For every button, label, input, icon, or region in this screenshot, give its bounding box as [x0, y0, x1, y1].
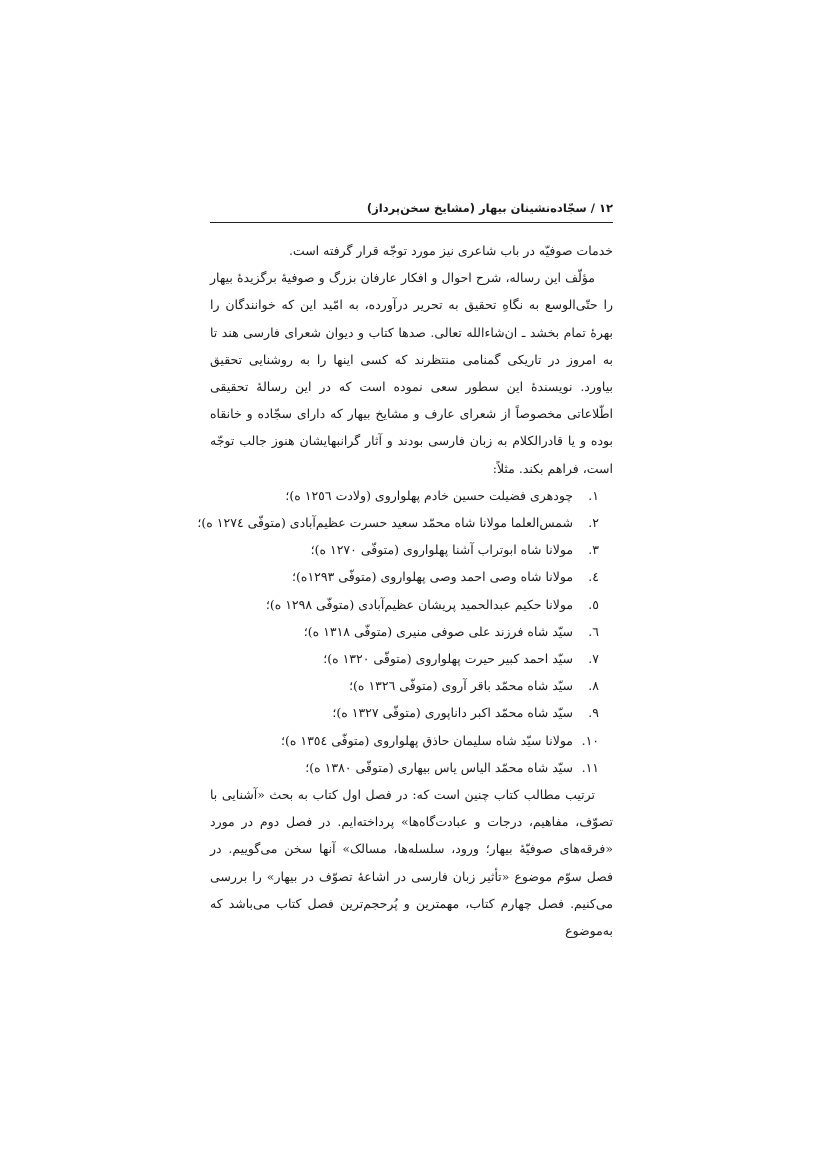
list-number: ٤. [588, 569, 599, 585]
list-item [210, 482, 599, 509]
list-number: ٧. [588, 651, 599, 667]
list-item [210, 727, 599, 754]
list-item [210, 672, 599, 699]
list-text: شمس‌العلما مولانا شاه محمّد سعید حسرت عظیم‌آبادی (متوفّی ١٢٧٤ ه)؛ [197, 515, 574, 531]
list-text: سیّد شاه فرزند علی صوفی منیری (متوفّی ١٣١٨ ه)؛ [303, 623, 574, 639]
list-number: ٣. [588, 542, 599, 558]
running-header: ۱۲ / سجّاده‌نشینان بیهار (مشایخ سخن‌پرداز) [210, 200, 613, 223]
list-item [210, 699, 599, 726]
closing-paragraph: ترتیب مطالب کتاب چنین است که: در فصل اول کتاب به بحث «آشنایی با تصوّف، مفاهیم، درجات و عبادت‌گاه‌ها» پرداخته‌ایم. در فصل دوم در مورد «فرقه‌های صوفیّهٔ بیهار؛ ورود، سلسله‌ها، مسالک» آنها سخن می‌گوییم. در فصل سوّم موضوع «تأثیر زبان فارسی در اشاعهٔ تصوّف در بیهار» را بررسی می‌کنیم. فصل چهارم کتاب، مهمترین و پُرحجم‌ترین فصل کتاب می‌باشد که به‌موضوع [210, 787, 613, 939]
list-item [210, 645, 599, 672]
list-item [210, 563, 599, 590]
list-text: مولانا حکیم عبدالحمید پریشان عظیم‌آبادی (متوفّی ١٢٩٨ ه)؛ [265, 596, 574, 612]
book-page [197, 200, 613, 944]
list-item [210, 591, 599, 618]
list-item [210, 754, 599, 781]
list-text: سیّد احمد کبیر حیرت پهلواروی (متوفّی ١٣٢٠ ه)؛ [323, 651, 574, 667]
list-number: ٨. [588, 678, 599, 694]
list-item [210, 536, 599, 563]
list-text: مولانا شاه ابوتراب آشنا پهلواروی (متوفّی ١٢٧٠ ه)؛ [310, 542, 574, 558]
list-text: مولانا شاه وصی احمد وصی پهلواروی (متوفّی ١٢٩٣ه)؛ [292, 569, 574, 585]
list-number: ٦. [588, 623, 599, 639]
list-number: ١٠. [581, 732, 599, 748]
intro-line: خدمات صوفیّه در باب شاعری نیز مورد توجّه قرار گرفته است. [288, 243, 613, 258]
list-item [210, 618, 599, 645]
list-text: چودهری فضیلت حسین خادم پهلواروی (ولادت ١٢٥٦ ه)؛ [285, 487, 574, 503]
list-text: سیّد شاه محمّد الیاس یاس بیهاری (متوفّی ١٣٨٠ ه)؛ [305, 759, 574, 775]
list-number: ٥. [588, 596, 599, 612]
list-item [197, 509, 599, 536]
list-text: سیّد شاه محمّد اکبر داناپوری (متوفّی ١٣٢٧ ه)؛ [332, 705, 574, 721]
list-text: مولانا سیّد شاه سلیمان حاذق پهلواروی (متوفّی ١٣٥٤ ه)؛ [280, 732, 574, 748]
list-text: سیّد شاه محمّد باقر آروی (متوفّی ١٣٢٦ ه)؛ [349, 678, 574, 694]
intro-paragraph: مؤلّف این رساله، شرح احوال و افکار عارفان بزرگ و صوفیهٔ برگزیدهٔ بیهار را حتّی‌الوسع به نگاهِ تحقیق به تحریر درآورده، به امّید این که خوانندگان را بهرهٔ تمام بخشد ـ ان‌شاءالله تعالی. صدها کتاب و دیوان شعرای فارسی هند تا به امروز در تاریکی گمنامی منتظرند که کسی اینها را به روشنایی تحقیق بیاورد. نویسندهٔ این سطور سعی نموده است که در این رسالهٔ تحقیقی اطّلاعاتی مخصوصاً از شعرای عارف و مشایخ بیهار که دارای سجّاده و خانقاه بوده و یا قادرالکلام به زبان فارسی بودند و آثار گرانبهایشان هنوز جالب توجّه است، فراهم بکند. مثلاً: [210, 270, 613, 476]
poet-list [197, 482, 613, 781]
list-number: ١. [588, 487, 599, 503]
list-number: ٩. [588, 705, 599, 721]
list-number: ١١. [581, 759, 599, 775]
body-text [197, 237, 613, 944]
list-number: ٢. [588, 515, 599, 531]
